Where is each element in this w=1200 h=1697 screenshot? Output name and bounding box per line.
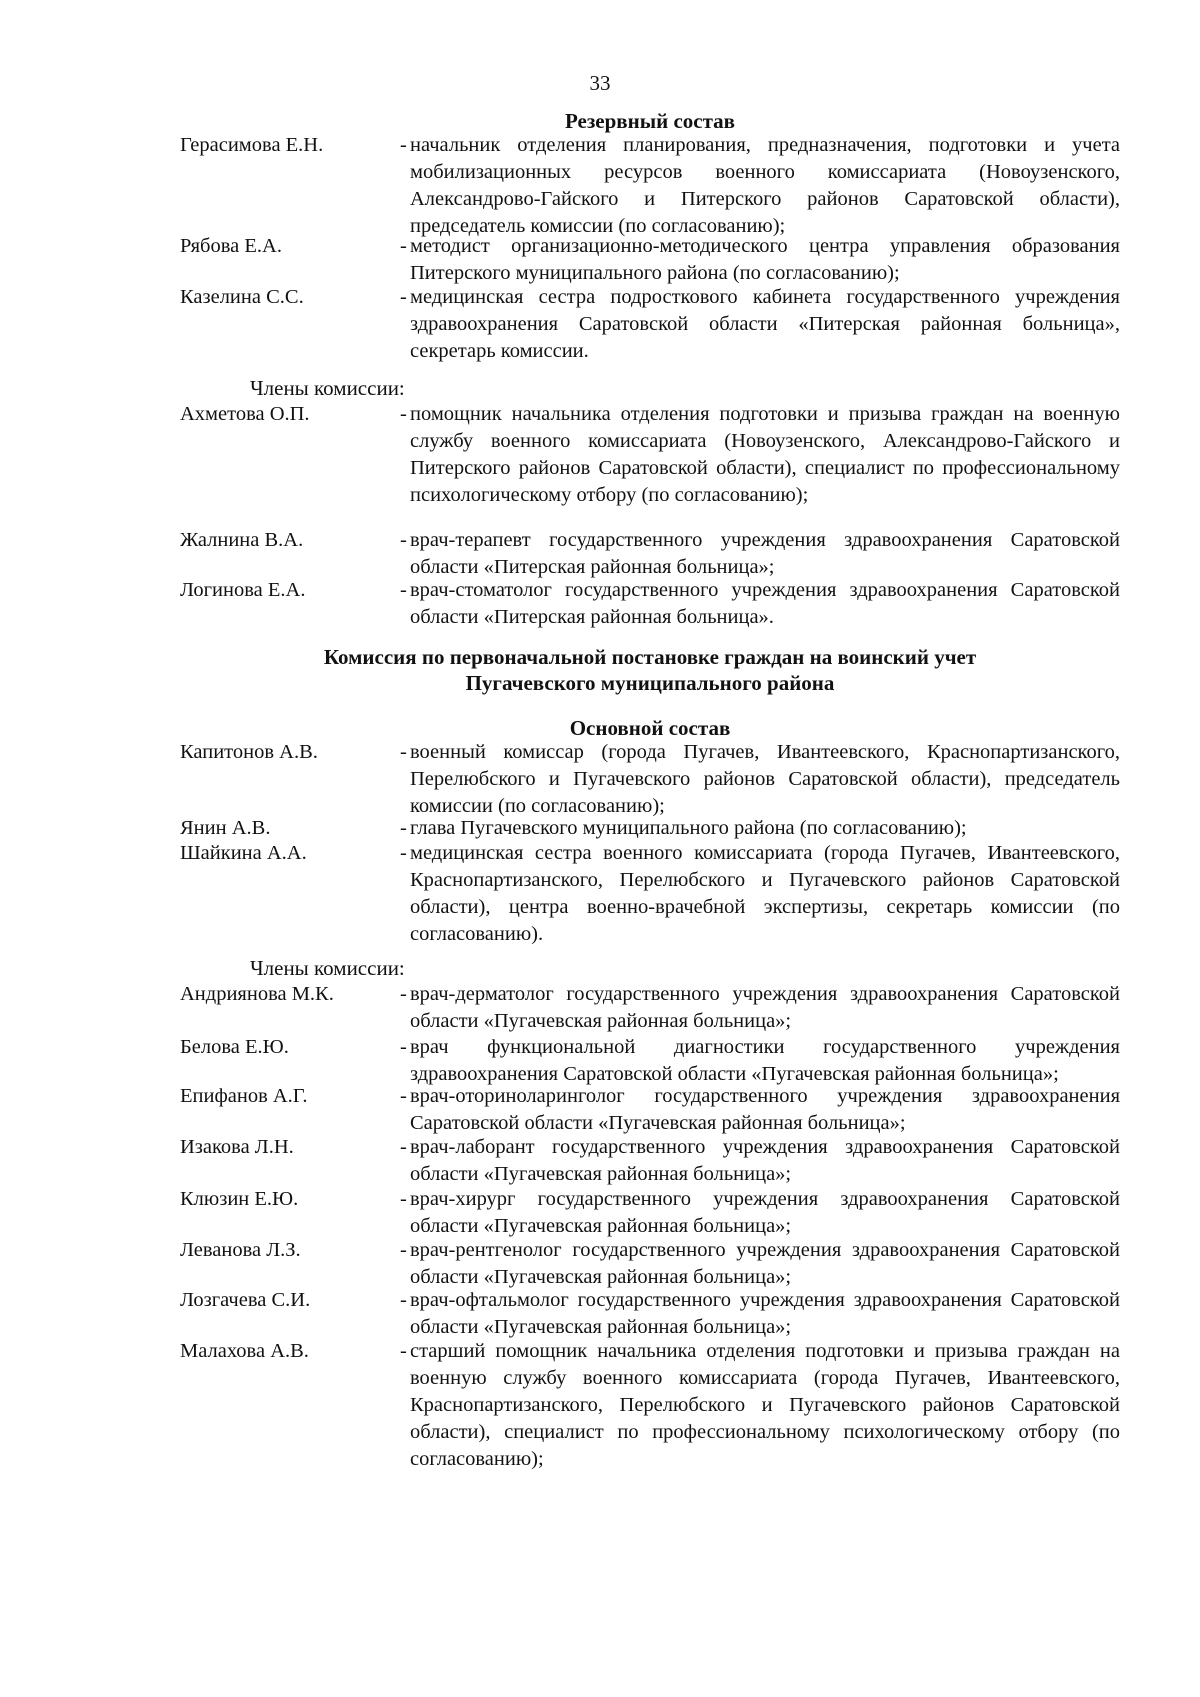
list-item bbox=[180, 815, 1120, 842]
member-description: врач-дерматолог государственного учреждения здравоохранения Саратовской области «Пугачевская районная больница»; bbox=[410, 983, 1120, 1032]
main-heading: Основной состав bbox=[569, 716, 731, 740]
member-description: глава Пугачевского муниципального района (по согласованию); bbox=[410, 817, 967, 839]
dash: - bbox=[400, 134, 407, 156]
members-label: Члены комиссии: bbox=[250, 376, 405, 400]
dash: - bbox=[400, 983, 407, 1005]
member-description: врач-хирург государственного учреждения здравоохранения Саратовской области «Пугачевская районная больница»; bbox=[410, 1188, 1120, 1237]
list-item bbox=[180, 1338, 1120, 1473]
dash: - bbox=[400, 1289, 407, 1311]
dash: - bbox=[400, 741, 407, 763]
dash: - bbox=[400, 529, 407, 551]
dash: - bbox=[400, 1136, 407, 1158]
dash: - bbox=[400, 1036, 407, 1058]
list-item bbox=[180, 981, 1120, 1035]
page-number: 33 bbox=[589, 71, 611, 95]
member-description: врач функциональной диагностики государственного учреждения здравоохранения Саратовской области «Пугачевская районная больница»; bbox=[410, 1036, 1120, 1085]
member-description: врач-лаборант государственного учреждения здравоохранения Саратовской области «Пугачевская районная больница»; bbox=[410, 1136, 1120, 1185]
member-description: старший помощник начальника отделения подготовки и призыва граждан на военную службу военного комиссариата (города Пугачев, Ивантеевского, Краснопартизанского, Перелюбского и Пугачевского районов Саратовской области), специалист по профессиональному психологическому отбору (по согласованию); bbox=[410, 1340, 1120, 1470]
member-description: врач-оториноларинголог государственного учреждения здравоохранения Саратовской области «Пугачевская районная больница»; bbox=[410, 1085, 1120, 1134]
member-name: Лозгачева С.И. bbox=[180, 1289, 311, 1311]
list-item bbox=[180, 1034, 1120, 1088]
dash: - bbox=[400, 286, 407, 308]
dash: - bbox=[400, 817, 407, 839]
member-description: начальник отделения планирования, предназначения, подготовки и учета мобилизационных ресурсов военного комиссариата (Новоузенского, Александрово-Гайского и Питерского районов Саратовской области), председатель комиссии (по согласованию); bbox=[410, 134, 1120, 237]
member-name: Герасимова Е.Н. bbox=[180, 134, 324, 156]
list-item bbox=[180, 284, 1120, 365]
member-name: Рябова Е.А. bbox=[180, 235, 282, 257]
list-item bbox=[180, 1083, 1120, 1137]
member-name: Ахметова О.П. bbox=[180, 403, 310, 425]
member-name: Жалнина В.А. bbox=[180, 529, 304, 551]
member-name: Леванова Л.З. bbox=[180, 1239, 301, 1261]
member-description: методист организационно-методического центра управления образования Питерского муниципального района (по согласованию); bbox=[410, 235, 1120, 284]
list-item bbox=[180, 840, 1120, 948]
commission-title-line2: Пугачевского муниципального района bbox=[465, 671, 835, 695]
dash: - bbox=[400, 842, 407, 864]
list-item bbox=[180, 401, 1120, 509]
member-name: Логинова Е.А. bbox=[180, 579, 306, 601]
member-name: Казелина С.С. bbox=[180, 286, 304, 308]
member-description: медицинская сестра военного комиссариата (города Пугачев, Ивантеевского, Краснопартизанского, Перелюбского и Пугачевского районов Саратовской области), центра военно-врачебной экспертизы, секретарь комиссии (по согласованию). bbox=[410, 842, 1120, 945]
reserve-heading: Резервный состав bbox=[564, 109, 736, 133]
dash: - bbox=[400, 1188, 407, 1210]
member-description: врач-терапевт государственного учреждения здравоохранения Саратовской области «Питерская районная больница»; bbox=[410, 529, 1120, 578]
dash: - bbox=[400, 1340, 407, 1362]
member-name: Белова Е.Ю. bbox=[180, 1036, 289, 1058]
member-name: Янин А.В. bbox=[180, 817, 271, 839]
member-description: военный комиссар (города Пугачев, Ивантеевского, Краснопартизанского, Перелюбского и Пугачевского районов Саратовской области), председатель комиссии (по согласованию); bbox=[410, 741, 1120, 817]
list-item bbox=[180, 1186, 1120, 1240]
member-description: помощник начальника отделения подготовки и призыва граждан на военную службу военного комиссариата (Новоузенского, Александрово-Гайского и Питерского районов Саратовской области), специалист по профессиональному психологическому отбору (по согласованию); bbox=[410, 403, 1120, 506]
dash: - bbox=[400, 1085, 407, 1107]
dash: - bbox=[400, 1239, 407, 1261]
list-item bbox=[180, 577, 1120, 631]
member-name: Андриянова М.К. bbox=[180, 983, 334, 1005]
member-description: врач-офтальмолог государственного учреждения здравоохранения Саратовской области «Пугачевская районная больница»; bbox=[410, 1289, 1120, 1338]
member-name: Клюзин Е.Ю. bbox=[180, 1188, 299, 1210]
member-name: Капитонов А.В. bbox=[180, 741, 318, 763]
list-item bbox=[180, 233, 1120, 287]
member-description: медицинская сестра подросткового кабинета государственного учреждения здравоохранения Саратовской области «Питерская районная больница», секретарь комиссии. bbox=[410, 286, 1120, 362]
member-name: Епифанов А.Г. bbox=[180, 1085, 308, 1107]
list-item bbox=[180, 132, 1120, 240]
member-description: врач-рентгенолог государственного учреждения здравоохранения Саратовской области «Пугачевская районная больница»; bbox=[410, 1239, 1120, 1288]
dash: - bbox=[400, 579, 407, 601]
members-label: Члены комиссии: bbox=[250, 956, 405, 980]
commission-title-line1: Комиссия по первоначальной постановке граждан на воинский учет bbox=[323, 645, 977, 669]
list-item bbox=[180, 739, 1120, 820]
list-item bbox=[180, 1134, 1120, 1188]
member-name: Изакова Л.Н. bbox=[180, 1136, 294, 1158]
dash: - bbox=[400, 235, 407, 257]
member-name: Шайкина А.А. bbox=[180, 842, 307, 864]
dash: - bbox=[400, 403, 407, 425]
list-item bbox=[180, 1287, 1120, 1341]
member-description: врач-стоматолог государственного учреждения здравоохранения Саратовской области «Питерская районная больница». bbox=[410, 579, 1120, 628]
list-item bbox=[180, 1237, 1120, 1291]
list-item bbox=[180, 527, 1120, 581]
member-name: Малахова А.В. bbox=[180, 1340, 309, 1362]
